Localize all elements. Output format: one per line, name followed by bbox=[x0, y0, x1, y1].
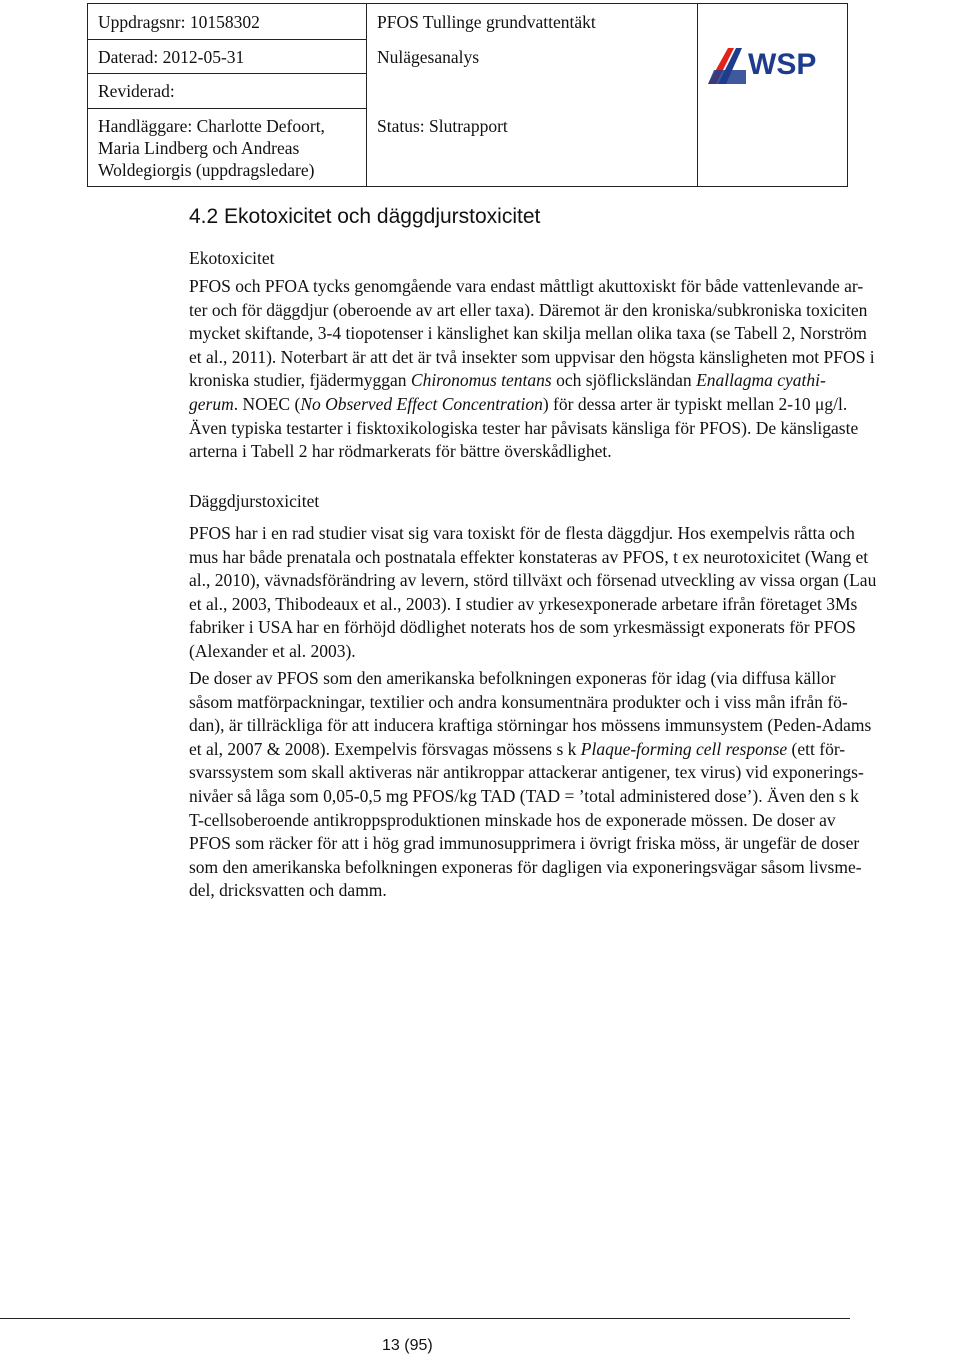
p3-line: PFOS som räcker för att i hög grad immunosupprimera i övrigt friska möss, är ungefär de doser bbox=[189, 833, 860, 854]
handlaggare-line-3: Woldegiorgis (uppdragsledare) bbox=[98, 160, 315, 180]
subheading-ekotoxicitet: Ekotoxicitet bbox=[189, 248, 275, 268]
p3-line: del, dricksvatten och damm. bbox=[189, 880, 387, 901]
pfc-term: Plaque-forming cell response bbox=[580, 738, 788, 759]
p1-line: mycket skiftande, 3-4 tiopotenser i känslighet kan skilja mellan olika taxa (se Tabell 2, Norström bbox=[189, 323, 867, 344]
species-name: Enallagma cyathi- bbox=[696, 370, 826, 391]
header-table bbox=[87, 3, 848, 187]
p3-line: som den amerikanska befolkningen exponeras för dagligen via exponeringsvägar såsom livsme- bbox=[189, 856, 862, 877]
section-heading: 4.2 Ekotoxicitet och däggdjurstoxicitet bbox=[189, 205, 541, 228]
p1-line: PFOS och PFOA tycks genomgående vara endast måttligt akuttoxiskt för både vattenlevande ar- bbox=[189, 276, 864, 296]
noec-term: No Observed Effect Concentration bbox=[300, 393, 543, 414]
p2-line: (Alexander et al. 2003). bbox=[189, 640, 356, 661]
header-col-logo bbox=[698, 4, 847, 186]
species-name: gerum bbox=[189, 393, 234, 414]
p1-line: ter och för däggdjur (oberoende av art eller taxa). Däremot är den kroniska/subkroniska toxiciten bbox=[189, 299, 868, 320]
report-status: Status: Slutrapport bbox=[377, 116, 508, 136]
wsp-logo bbox=[706, 40, 836, 86]
p1-line: et al., 2011). Noterbart är att det är två insekter som uppvisar den högsta känsligheten mot PFOS i bbox=[189, 346, 875, 367]
p3-line: dan), är tillräckliga för att inducera kraftiga störningar hos mössens immunsystem (Peden-Adams bbox=[189, 715, 872, 736]
handlaggare-line-1: Handläggare: Charlotte Defoort, bbox=[98, 116, 325, 136]
p2-line: fabriker i USA har en förhöjd dödlighet noterats hos de som yrkesmässigt exponerats för PFOS bbox=[189, 617, 856, 638]
page-number: 13 (95) bbox=[382, 1337, 433, 1354]
p2-line: mus har både prenatala och postnatala effekter konstateras av PFOS, t ex neurotoxicitet (Wang et bbox=[189, 546, 869, 567]
header-col-project bbox=[367, 4, 698, 186]
report-type: Nulägesanalys bbox=[377, 47, 480, 67]
p2-line: PFOS har i en rad studier visat sig vara toxiskt för de flesta däggdjur. Hos exempelvis råtta och bbox=[189, 523, 855, 543]
p3-line: svarssystem som skall aktiveras när antikroppar attackerar antigener, tex virus) vid exponerings- bbox=[189, 762, 864, 783]
reviderad: Reviderad: bbox=[88, 74, 366, 109]
p1-line: kroniska studier, fjädermyggan Chironomus tentans och sjöflicksländan Enallagma cyathi- bbox=[189, 370, 826, 391]
p3-line: De doser av PFOS som den amerikanska befolkningen exponeras för idag (via diffusa källor bbox=[189, 668, 836, 688]
p3-line: T-cellsoberoende antikroppsproduktionen minskade hos de exponerade mössen. De doser av bbox=[189, 809, 836, 830]
paragraph-daggdjur-2 bbox=[189, 667, 909, 903]
p1-line: gerum. NOEC (No Observed Effect Concentration) för dessa arter är typiskt mellan 2-10 μg/l. bbox=[189, 393, 848, 414]
p3-line: såsom matförpackningar, textilier och andra konsumentnära produkter och i viss mån ifrån fö- bbox=[189, 691, 848, 712]
logo-blue-base bbox=[708, 70, 746, 84]
logo-text: WSP bbox=[748, 48, 817, 81]
paragraph-ekotoxicitet bbox=[189, 275, 909, 464]
p1-line: arterna i Tabell 2 har rödmarkerats för bättre överskådlighet. bbox=[189, 441, 612, 462]
p2-line: al., 2010), vävnadsförändring av levern, störd tillväxt och försenad utveckling av vissa organ (Lau bbox=[189, 570, 877, 591]
p3-line: et al, 2007 & 2008). Exempelvis försvagas mössens s k Plaque-forming cell response (ett för- bbox=[189, 738, 846, 759]
p2-line: et al., 2003, Thibodeaux et al., 2003). I studier av yrkesexponerade arbetare ifrån företaget 3Ms bbox=[189, 593, 858, 614]
daterad: Daterad: 2012-05-31 bbox=[88, 40, 366, 74]
uppdragsnr: Uppdragsnr: 10158302 bbox=[88, 4, 366, 40]
handlaggare-line-2: Maria Lindberg och Andreas bbox=[98, 138, 300, 158]
footer-divider bbox=[0, 1318, 850, 1319]
p1-line: Även typiska testarter i fisktoxikologiska tester har påvisats känsliga för PFOS). De känsligaste bbox=[189, 417, 859, 438]
handlaggare bbox=[88, 109, 366, 186]
project-title: PFOS Tullinge grundvattentäkt bbox=[377, 12, 596, 32]
header-col-meta bbox=[88, 4, 367, 186]
paragraph-daggdjur-1 bbox=[189, 522, 909, 664]
species-name: Chironomus tentans bbox=[410, 370, 552, 391]
subheading-daggdjurstoxicitet: Däggdjurstoxicitet bbox=[189, 491, 320, 511]
p3-line: nivåer så låga som 0,05-0,5 mg PFOS/kg TAD (TAD = ’total administered dose’). Även den s k bbox=[189, 785, 859, 806]
